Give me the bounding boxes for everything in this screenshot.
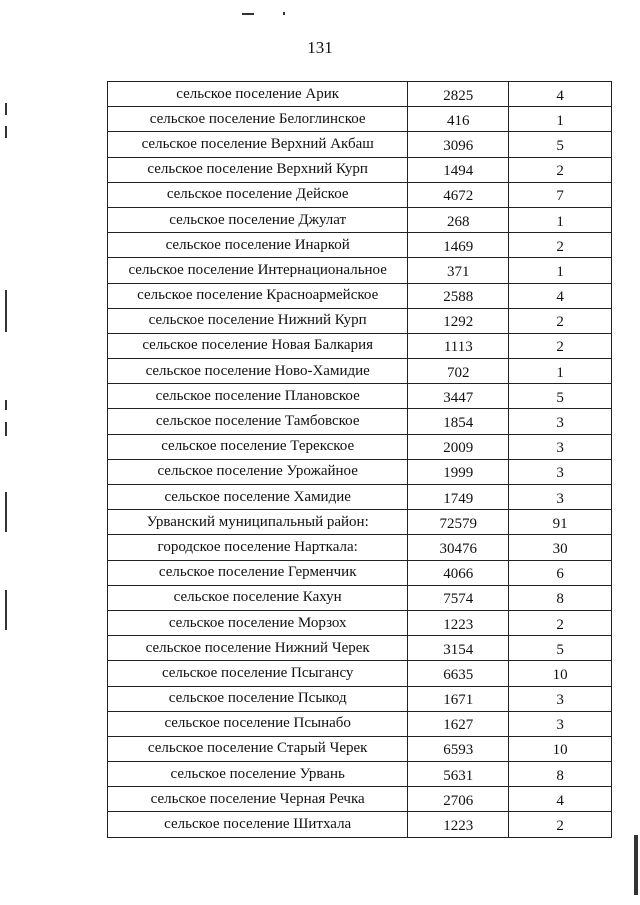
table-row [108,686,612,711]
table-row [108,812,612,837]
scan-mark-left-2 [5,126,7,138]
population-cell [408,182,509,207]
settlement-name-text: Урванский муниципальный район: [146,513,369,530]
population-cell [408,510,509,535]
table-row [108,308,612,333]
population-text: 1749 [443,490,474,507]
settlement-name-cell [108,283,408,308]
settlement-name-text: сельское поселение Дейское [166,186,349,203]
population-cell [408,459,509,484]
count-text: 1 [556,263,564,280]
settlement-name-cell [108,359,408,384]
count-cell [509,485,612,510]
population-text: 268 [447,213,470,230]
population-cell [408,107,509,132]
count-text: 2 [556,314,564,331]
table-row [108,535,612,560]
count-text: 3 [556,490,564,507]
population-cell [408,585,509,610]
count-text: 1 [556,364,564,381]
count-text: 1 [556,112,564,129]
population-text: 5631 [443,767,474,784]
settlement-name-text: сельское поселение Хамидие [164,488,351,505]
population-text: 1671 [443,692,474,709]
population-text: 1113 [443,339,473,356]
count-cell [509,384,612,409]
settlement-name-cell [108,736,408,761]
population-text: 3096 [443,137,474,154]
count-cell [509,711,612,736]
table-row [108,459,612,484]
population-cell [408,711,509,736]
population-cell [408,434,509,459]
count-cell [509,459,612,484]
population-cell [408,308,509,333]
count-cell [509,610,612,635]
scan-mark-left-3 [5,290,7,332]
count-cell [509,762,612,787]
settlement-name-cell [108,610,408,635]
count-cell [509,787,612,812]
population-text: 2825 [443,87,474,104]
count-cell [509,661,612,686]
settlement-name-cell [108,258,408,283]
count-text: 4 [556,87,564,104]
settlement-name-text: сельское поселение Герменчик [158,564,357,581]
count-cell [509,283,612,308]
table-row [108,207,612,232]
settlement-name-text: сельское поселение Белоглинское [149,110,366,127]
count-cell [509,157,612,182]
settlement-name-text: сельское поселение Инаркой [165,236,350,253]
population-text: 1292 [443,314,474,331]
population-text: 3154 [443,641,474,658]
scan-mark-left-7 [5,590,7,630]
settlement-name-text: городское поселение Нарткала: [157,538,358,555]
count-cell [509,636,612,661]
table-row [108,258,612,283]
settlement-name-cell [108,787,408,812]
count-text: 6 [556,566,564,583]
count-text: 8 [556,591,564,608]
population-cell [408,736,509,761]
settlement-name-text: сельское поселение Псыкод [168,690,347,707]
settlement-name-text: сельское поселение Псыгансу [161,664,354,681]
population-text: 1999 [443,465,474,482]
table-row [108,107,612,132]
page-number: 131 [307,38,333,57]
population-cell [408,157,509,182]
population-cell [408,812,509,837]
population-text: 2588 [443,289,474,306]
population-cell [408,787,509,812]
settlement-name-text: сельское поселение Джулат [169,211,347,228]
settlement-name-cell [108,182,408,207]
table-row [108,333,612,358]
population-text: 371 [447,263,470,280]
count-text: 2 [556,238,564,255]
population-text: 702 [447,364,470,381]
population-text: 72579 [439,515,478,532]
settlement-name-text: сельское поселение Ново-Хамидие [145,362,370,379]
population-text: 3447 [443,389,474,406]
count-cell [509,409,612,434]
count-text: 4 [556,792,564,809]
settlement-name-cell [108,333,408,358]
table-row [108,661,612,686]
population-cell [408,283,509,308]
table-row [108,434,612,459]
table-row [108,384,612,409]
settlement-name-cell [108,459,408,484]
settlement-name-cell [108,762,408,787]
population-text: 1494 [443,163,474,180]
count-cell [509,258,612,283]
settlement-name-cell [108,812,408,837]
count-text: 91 [552,515,568,532]
settlement-name-cell [108,308,408,333]
population-cell [408,359,509,384]
table-row [108,485,612,510]
count-text: 30 [552,540,568,557]
table-row [108,233,612,258]
table-row [108,610,612,635]
population-text: 2009 [443,440,474,457]
population-cell [408,132,509,157]
settlement-name-text: сельское поселение Новая Балкария [142,337,374,354]
settlement-name-cell [108,560,408,585]
settlement-name-text: сельское поселение Терекское [161,438,355,455]
population-cell [408,560,509,585]
settlement-name-cell [108,233,408,258]
settlement-name-text: сельское поселение Плановское [155,387,360,404]
settlement-name-cell [108,711,408,736]
count-cell [509,207,612,232]
population-cell [408,762,509,787]
population-text: 416 [447,112,470,129]
settlement-name-cell [108,132,408,157]
settlement-name-cell [108,409,408,434]
count-cell [509,182,612,207]
population-text: 7574 [443,591,474,608]
settlement-name-text: сельское поселение Нижний Черек [145,639,370,656]
table-row [108,409,612,434]
scan-mark-right-edge [634,835,638,895]
table-row [108,636,612,661]
population-cell [408,207,509,232]
scan-mark-left-1 [5,103,7,115]
count-text: 3 [556,440,564,457]
settlement-name-text: сельское поселение Верхний Акбаш [141,135,374,152]
settlement-name-cell [108,485,408,510]
count-cell [509,359,612,384]
settlement-name-text: сельское поселение Старый Черек [147,740,368,757]
table-row [108,787,612,812]
table-row [108,585,612,610]
scan-mark-left-6 [5,492,7,532]
table-row [108,283,612,308]
population-text: 2706 [443,792,474,809]
table-row [108,510,612,535]
settlement-name-text: сельское поселение Морзох [168,614,347,631]
scan-mark-top [242,13,254,15]
scan-mark-left-5 [5,422,7,436]
count-text: 5 [556,641,564,658]
population-text: 1223 [443,818,474,835]
population-cell [408,333,509,358]
settlement-name-cell [108,510,408,535]
population-cell [408,636,509,661]
table-row [108,359,612,384]
count-cell [509,333,612,358]
settlement-name-text: сельское поселение Тамбовское [155,413,360,430]
settlement-name-text: сельское поселение Верхний Курп [147,161,368,178]
population-text: 6635 [443,666,474,683]
settlement-name-cell [108,384,408,409]
count-text: 1 [556,213,564,230]
population-text: 1854 [443,415,474,432]
settlement-name-text: сельское поселение Интернациональное [128,261,387,278]
population-cell [408,233,509,258]
count-text: 2 [556,163,564,180]
count-text: 2 [556,616,564,633]
settlement-name-cell [108,107,408,132]
count-text: 10 [552,666,568,683]
population-text: 4672 [443,188,474,205]
count-text: 3 [556,692,564,709]
settlement-name-text: сельское поселение Арик [176,85,340,102]
population-cell [408,82,509,107]
table-row [108,762,612,787]
population-cell [408,409,509,434]
settlement-name-text: сельское поселение Псынабо [164,715,351,732]
count-cell [509,535,612,560]
settlement-name-cell [108,585,408,610]
count-cell [509,585,612,610]
settlement-name-cell [108,207,408,232]
population-cell [408,258,509,283]
population-cell [408,686,509,711]
population-text: 30476 [439,540,478,557]
table-row [108,182,612,207]
scan-mark-top-dot [283,12,285,15]
count-cell [509,736,612,761]
settlement-name-text: сельское поселение Красноармейское [137,287,379,304]
table-row [108,157,612,182]
settlement-name-text: сельское поселение Нижний Курп [148,312,367,329]
population-cell [408,384,509,409]
settlement-name-cell [108,82,408,107]
count-cell [509,233,612,258]
count-cell [509,812,612,837]
table-row [108,711,612,736]
settlement-name-cell [108,661,408,686]
count-cell [509,434,612,459]
count-cell [509,308,612,333]
settlement-name-cell [108,157,408,182]
settlement-name-cell [108,434,408,459]
count-cell [509,560,612,585]
count-cell [509,510,612,535]
count-text: 3 [556,717,564,734]
population-cell [408,535,509,560]
settlement-name-text: сельское поселение Урвань [170,765,345,782]
count-text: 7 [556,188,564,205]
count-text: 5 [556,389,564,406]
table-row [108,82,612,107]
scan-mark-left-4 [5,400,7,410]
population-cell [408,661,509,686]
settlements-table [107,81,612,838]
count-cell [509,132,612,157]
settlement-name-text: сельское поселение Черная Речка [150,790,365,807]
population-text: 1469 [443,238,474,255]
count-text: 3 [556,415,564,432]
settlement-name-text: сельское поселение Кахун [173,589,342,606]
settlement-name-text: сельское поселение Урожайное [157,463,358,480]
settlement-name-text: сельское поселение Шитхала [164,816,352,833]
count-text: 4 [556,289,564,306]
population-text: 1223 [443,616,474,633]
count-text: 10 [552,742,568,759]
count-text: 2 [556,339,564,356]
table-body [108,82,612,838]
population-text: 1627 [443,717,474,734]
settlement-name-cell [108,636,408,661]
count-cell [509,107,612,132]
count-cell [509,82,612,107]
count-text: 2 [556,818,564,835]
count-text: 8 [556,767,564,784]
count-text: 3 [556,465,564,482]
table-row [108,736,612,761]
population-cell [408,610,509,635]
population-text: 6593 [443,742,474,759]
count-text: 5 [556,137,564,154]
table-row [108,560,612,585]
settlement-name-cell [108,535,408,560]
table-row [108,132,612,157]
count-cell [509,686,612,711]
population-text: 4066 [443,566,474,583]
population-cell [408,485,509,510]
settlement-name-cell [108,686,408,711]
